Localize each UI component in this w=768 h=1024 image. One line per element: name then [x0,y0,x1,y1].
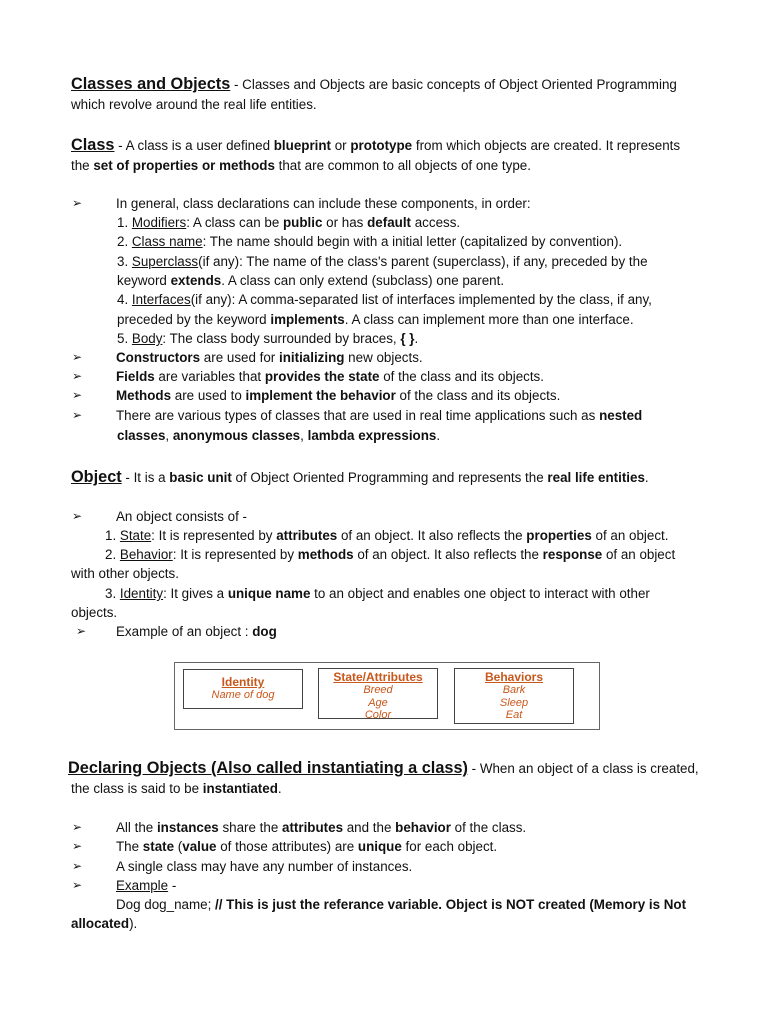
list-item: 3. Identity: It gives a unique name to an object and enables one object to interact with other [105,586,650,601]
bullet-icon: ➢ [72,369,83,383]
behavior-item: Bark [502,684,526,696]
bullet-icon: ➢ [72,878,83,892]
identity-box [183,669,303,709]
state-item: Breed [363,684,393,696]
list-item: Constructors are used for initializing new objects. [116,350,423,365]
list-item: The state (value of those attributes) are unique for each object. [116,839,498,854]
object-diagram [174,662,600,730]
declaring-heading: Declaring Objects (Also called instantiating a class) [68,759,468,777]
bullet-icon: ➢ [72,196,83,210]
list-item: There are various types of classes that are used in real time applications such as nested [116,408,643,423]
bullet-icon: ➢ [72,350,83,364]
list-item-continuation: classes, anonymous classes, lambda expressions. [117,428,441,443]
intro-heading: Classes and Objects [71,75,231,93]
bullet-icon: ➢ [72,839,83,853]
bullet-icon: ➢ [72,388,83,402]
class-heading: Class [71,136,115,154]
list-item: 2. Behavior: It is represented by methods of an object. It also reflects the response of an object [105,547,676,562]
identity-title: Identity [221,675,265,689]
bullet-icon: ➢ [76,624,87,638]
code-example-continuation: allocated). [71,916,138,931]
state-box [318,668,438,719]
list-item: 4. Interfaces(if any): A comma-separated list of interfaces implemented by the class, if any, [117,292,652,307]
bullet-icon: ➢ [72,859,83,873]
behavior-item: Sleep [499,696,529,709]
list-item: Example of an object : dog [116,624,277,639]
bullet-icon: ➢ [72,820,83,834]
list-item: 3. Superclass(if any): The name of the class's parent (superclass), if any, preceded by the [117,254,648,269]
declaring-paragraph-line2: the class is said to be instantiated. [71,781,282,796]
intro-paragraph: Classes and Objects - Classes and Objects are basic concepts of Object Oriented Programming which revolve around the real life entities. [71,75,677,112]
object-paragraph: Object - It is a basic unit of Object Oriented Programming and represents the real life entities. [71,468,649,486]
list-item: In general, class declarations can include these components, in order: [116,196,531,211]
behaviors-title: Behaviors [484,670,544,684]
list-item: Methods are used to implement the behavior of the class and its objects. [116,388,561,403]
list-item: All the instances share the attributes and the behavior of the class. [116,820,527,835]
class-paragraph: Class - A class is a user defined blueprint or prototype from which objects are created. It represents the set of properties or methods that are common to all objects of one type. [71,136,681,173]
list-item: Example - [116,878,177,893]
state-item: Age [368,696,388,709]
list-item-continuation: objects. [71,605,118,620]
list-item-continuation: with other objects. [71,566,179,581]
behavior-item: Eat [505,709,523,721]
state-title: State/Attributes [333,670,423,684]
declaring-paragraph: Declaring Objects (Also called instantiating a class) - When an object of a class is created, [68,759,699,777]
list-item-continuation: keyword extends. A class can only extend (subclass) one parent. [117,273,505,288]
bullet-icon: ➢ [72,408,83,422]
list-item: 5. Body: The class body surrounded by braces, { }. [117,331,419,346]
list-item: 1. Modifiers: A class can be public or has default access. [117,215,461,230]
identity-sub: Name of dog [211,689,275,701]
object-heading: Object [71,468,122,486]
behaviors-box [454,668,574,724]
code-example: Dog dog_name; // This is just the referance variable. Object is NOT created (Memory is Not [116,897,687,912]
list-item: An object consists of - [116,509,247,524]
list-item: 1. State: It is represented by attributes of an object. It also reflects the properties of an object. [105,528,669,543]
list-item: 2. Class name: The name should begin with a initial letter (capitalized by convention). [117,234,623,249]
list-item: A single class may have any number of instances. [116,859,413,874]
state-item: Color [364,709,392,721]
list-item-continuation: preceded by the keyword implements. A class can implement more than one interface. [117,312,634,327]
bullet-icon: ➢ [72,509,83,523]
list-item: Fields are variables that provides the state of the class and its objects. [116,369,544,384]
